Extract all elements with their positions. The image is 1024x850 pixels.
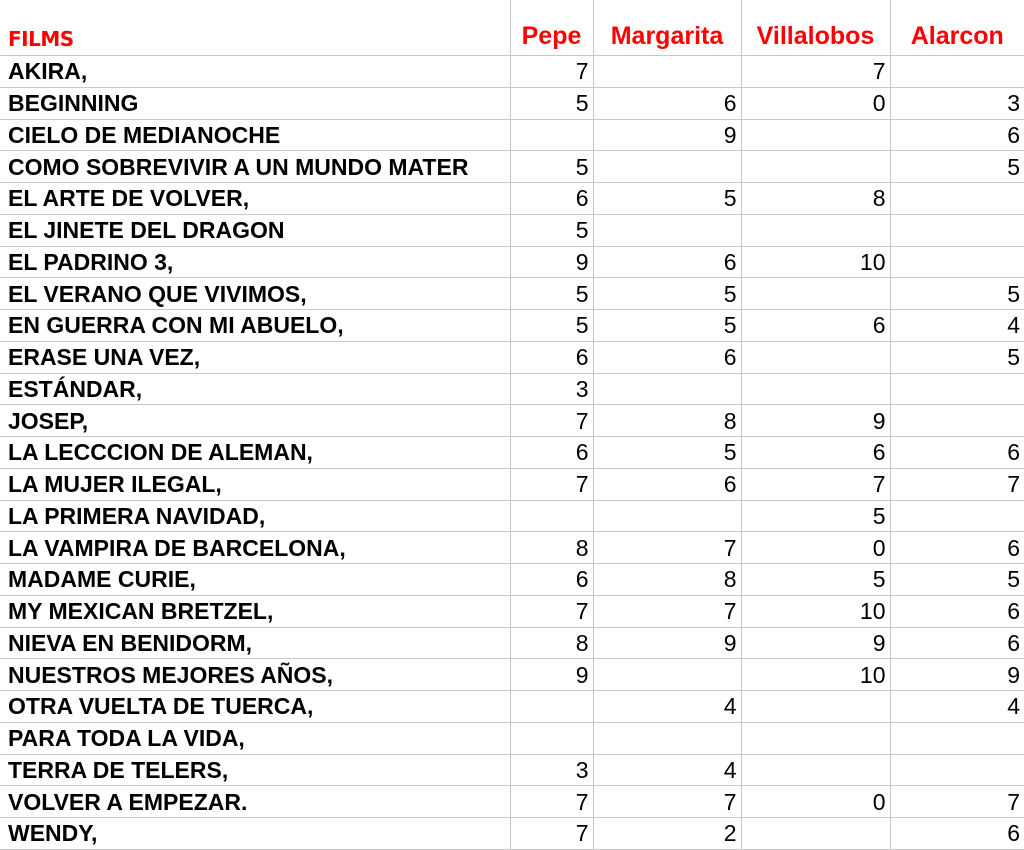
score-cell-margarita[interactable]: 6 [593,246,741,278]
score-cell-alarcon[interactable]: 6 [890,595,1024,627]
score-cell-villalobos[interactable] [741,119,890,151]
score-cell-villalobos[interactable]: 10 [741,659,890,691]
film-title-cell[interactable]: CIELO DE MEDIANOCHE [0,119,510,151]
header-rater-margarita[interactable]: Margarita [593,0,741,56]
score-cell-alarcon[interactable]: 9 [890,659,1024,691]
score-cell-villalobos[interactable]: 0 [741,532,890,564]
film-title-cell[interactable]: EL ARTE DE VOLVER, [0,183,510,215]
table-row [0,56,1024,88]
score-cell-pepe[interactable]: 5 [510,310,593,342]
score-cell-villalobos[interactable] [741,214,890,246]
score-cell-pepe[interactable] [510,119,593,151]
table-row [0,151,1024,183]
film-title-cell[interactable]: TERRA DE TELERS, [0,754,510,786]
film-title-cell[interactable]: EN GUERRA CON MI ABUELO, [0,310,510,342]
score-cell-pepe[interactable]: 7 [510,595,593,627]
score-cell-alarcon[interactable]: 6 [890,532,1024,564]
table-row [0,437,1024,469]
score-cell-pepe[interactable]: 3 [510,754,593,786]
score-cell-margarita[interactable]: 9 [593,119,741,151]
score-cell-villalobos[interactable] [741,818,890,850]
score-cell-villalobos[interactable]: 8 [741,183,890,215]
score-cell-pepe[interactable]: 9 [510,659,593,691]
score-cell-alarcon[interactable]: 5 [890,564,1024,596]
score-cell-pepe[interactable]: 5 [510,278,593,310]
score-cell-pepe[interactable]: 3 [510,373,593,405]
score-cell-pepe[interactable]: 7 [510,468,593,500]
score-cell-margarita[interactable]: 7 [593,595,741,627]
score-cell-alarcon[interactable]: 5 [890,341,1024,373]
film-title-cell[interactable]: EL VERANO QUE VIVIMOS, [0,278,510,310]
score-cell-alarcon[interactable]: 6 [890,627,1024,659]
score-cell-villalobos[interactable] [741,151,890,183]
score-cell-margarita[interactable]: 8 [593,405,741,437]
score-cell-alarcon[interactable]: 5 [890,151,1024,183]
score-cell-alarcon[interactable]: 5 [890,278,1024,310]
table-row [0,691,1024,723]
header-films[interactable]: FILMS [0,0,510,56]
film-title-cell[interactable]: ESTÁNDAR, [0,373,510,405]
film-title-cell[interactable]: ERASE UNA VEZ, [0,341,510,373]
score-cell-alarcon[interactable] [890,214,1024,246]
film-title-cell[interactable]: NUESTROS MEJORES AÑOS, [0,659,510,691]
score-cell-villalobos[interactable]: 0 [741,786,890,818]
score-cell-alarcon[interactable]: 3 [890,87,1024,119]
score-cell-alarcon[interactable]: 6 [890,437,1024,469]
film-title-cell[interactable]: WENDY, [0,818,510,850]
table-row [0,373,1024,405]
score-cell-margarita[interactable] [593,659,741,691]
score-cell-margarita[interactable] [593,56,741,88]
score-cell-alarcon[interactable]: 6 [890,818,1024,850]
table-row [0,214,1024,246]
score-cell-margarita[interactable]: 6 [593,87,741,119]
table-row [0,341,1024,373]
score-cell-pepe[interactable]: 5 [510,151,593,183]
score-cell-pepe[interactable]: 7 [510,56,593,88]
header-rater-villalobos[interactable]: Villalobos [741,0,890,56]
score-cell-alarcon[interactable] [890,246,1024,278]
score-cell-margarita[interactable]: 7 [593,786,741,818]
score-cell-alarcon[interactable]: 4 [890,310,1024,342]
score-cell-pepe[interactable]: 8 [510,532,593,564]
table-row [0,500,1024,532]
score-cell-pepe[interactable] [510,691,593,723]
film-title-cell[interactable]: JOSEP, [0,405,510,437]
film-title-cell[interactable]: MADAME CURIE, [0,564,510,596]
score-cell-villalobos[interactable]: 7 [741,468,890,500]
score-cell-villalobos[interactable] [741,373,890,405]
score-cell-villalobos[interactable]: 0 [741,87,890,119]
score-cell-pepe[interactable] [510,722,593,754]
score-cell-alarcon[interactable]: 4 [890,691,1024,723]
score-cell-pepe[interactable]: 6 [510,341,593,373]
score-cell-villalobos[interactable]: 7 [741,56,890,88]
table-row [0,754,1024,786]
film-title-cell[interactable]: EL JINETE DEL DRAGON [0,214,510,246]
score-cell-pepe[interactable]: 7 [510,786,593,818]
score-cell-villalobos[interactable]: 10 [741,595,890,627]
table-row [0,786,1024,818]
score-cell-pepe[interactable] [510,500,593,532]
table-row [0,119,1024,151]
score-cell-alarcon[interactable] [890,373,1024,405]
score-cell-pepe[interactable]: 6 [510,437,593,469]
score-cell-villalobos[interactable]: 6 [741,437,890,469]
score-cell-villalobos[interactable]: 5 [741,500,890,532]
score-cell-margarita[interactable]: 5 [593,278,741,310]
film-title-cell[interactable]: VOLVER A EMPEZAR. [0,786,510,818]
score-cell-villalobos[interactable] [741,278,890,310]
table-row [0,310,1024,342]
score-cell-alarcon[interactable] [890,722,1024,754]
table-row [0,183,1024,215]
score-cell-pepe[interactable]: 9 [510,246,593,278]
film-title-cell[interactable]: LA MUJER ILEGAL, [0,468,510,500]
score-cell-pepe[interactable]: 5 [510,214,593,246]
film-title-cell[interactable]: EL PADRINO 3, [0,246,510,278]
table-row [0,659,1024,691]
score-cell-villalobos[interactable]: 9 [741,627,890,659]
table-row [0,87,1024,119]
score-cell-margarita[interactable]: 9 [593,627,741,659]
score-cell-villalobos[interactable]: 10 [741,246,890,278]
table-row [0,564,1024,596]
table-row [0,278,1024,310]
film-title-cell[interactable]: NIEVA EN BENIDORM, [0,627,510,659]
score-cell-margarita[interactable]: 7 [593,532,741,564]
score-cell-pepe[interactable]: 5 [510,87,593,119]
score-cell-alarcon[interactable] [890,500,1024,532]
header-rater-pepe[interactable]: Pepe [510,0,593,56]
table-row [0,246,1024,278]
score-cell-villalobos[interactable] [741,754,890,786]
score-cell-margarita[interactable]: 4 [593,754,741,786]
score-cell-alarcon[interactable] [890,754,1024,786]
score-cell-pepe[interactable]: 7 [510,405,593,437]
film-title-cell[interactable]: BEGINNING [0,87,510,119]
score-cell-alarcon[interactable] [890,183,1024,215]
score-cell-margarita[interactable] [593,151,741,183]
table-row [0,595,1024,627]
table-row [0,818,1024,850]
table-row [0,468,1024,500]
score-cell-alarcon[interactable]: 7 [890,468,1024,500]
film-title-cell[interactable]: AKIRA, [0,56,510,88]
score-cell-pepe[interactable]: 6 [510,183,593,215]
table-row [0,405,1024,437]
score-cell-margarita[interactable]: 6 [593,468,741,500]
score-cell-villalobos[interactable] [741,341,890,373]
score-cell-alarcon[interactable] [890,56,1024,88]
score-cell-villalobos[interactable]: 6 [741,310,890,342]
score-cell-alarcon[interactable]: 7 [890,786,1024,818]
score-cell-alarcon[interactable]: 6 [890,119,1024,151]
header-row [0,0,1024,56]
film-title-cell[interactable]: LA VAMPIRA DE BARCELONA, [0,532,510,564]
film-title-cell[interactable]: COMO SOBREVIVIR A UN MUNDO MATER [0,151,510,183]
table-body [0,56,1024,850]
score-cell-margarita[interactable]: 4 [593,691,741,723]
score-cell-margarita[interactable]: 2 [593,818,741,850]
film-title-cell[interactable]: PARA TODA LA VIDA, [0,722,510,754]
film-title-cell[interactable]: LA LECCCION DE ALEMAN, [0,437,510,469]
score-cell-pepe[interactable]: 6 [510,564,593,596]
film-title-cell[interactable]: MY MEXICAN BRETZEL, [0,595,510,627]
table-row [0,722,1024,754]
score-cell-margarita[interactable]: 6 [593,341,741,373]
film-title-cell[interactable]: OTRA VUELTA DE TUERCA, [0,691,510,723]
score-cell-villalobos[interactable] [741,691,890,723]
table-row [0,627,1024,659]
score-cell-margarita[interactable] [593,373,741,405]
score-cell-villalobos[interactable]: 9 [741,405,890,437]
score-cell-villalobos[interactable]: 5 [741,564,890,596]
header-rater-alarcon[interactable]: Alarcon [890,0,1024,56]
score-cell-pepe[interactable]: 7 [510,818,593,850]
score-cell-alarcon[interactable] [890,405,1024,437]
score-cell-margarita[interactable]: 5 [593,437,741,469]
score-cell-margarita[interactable]: 5 [593,183,741,215]
score-cell-pepe[interactable]: 8 [510,627,593,659]
score-cell-margarita[interactable]: 8 [593,564,741,596]
film-title-cell[interactable]: LA PRIMERA NAVIDAD, [0,500,510,532]
score-cell-margarita[interactable] [593,214,741,246]
table-row [0,532,1024,564]
score-cell-margarita[interactable] [593,500,741,532]
score-cell-villalobos[interactable] [741,722,890,754]
score-cell-margarita[interactable]: 5 [593,310,741,342]
score-cell-margarita[interactable] [593,722,741,754]
